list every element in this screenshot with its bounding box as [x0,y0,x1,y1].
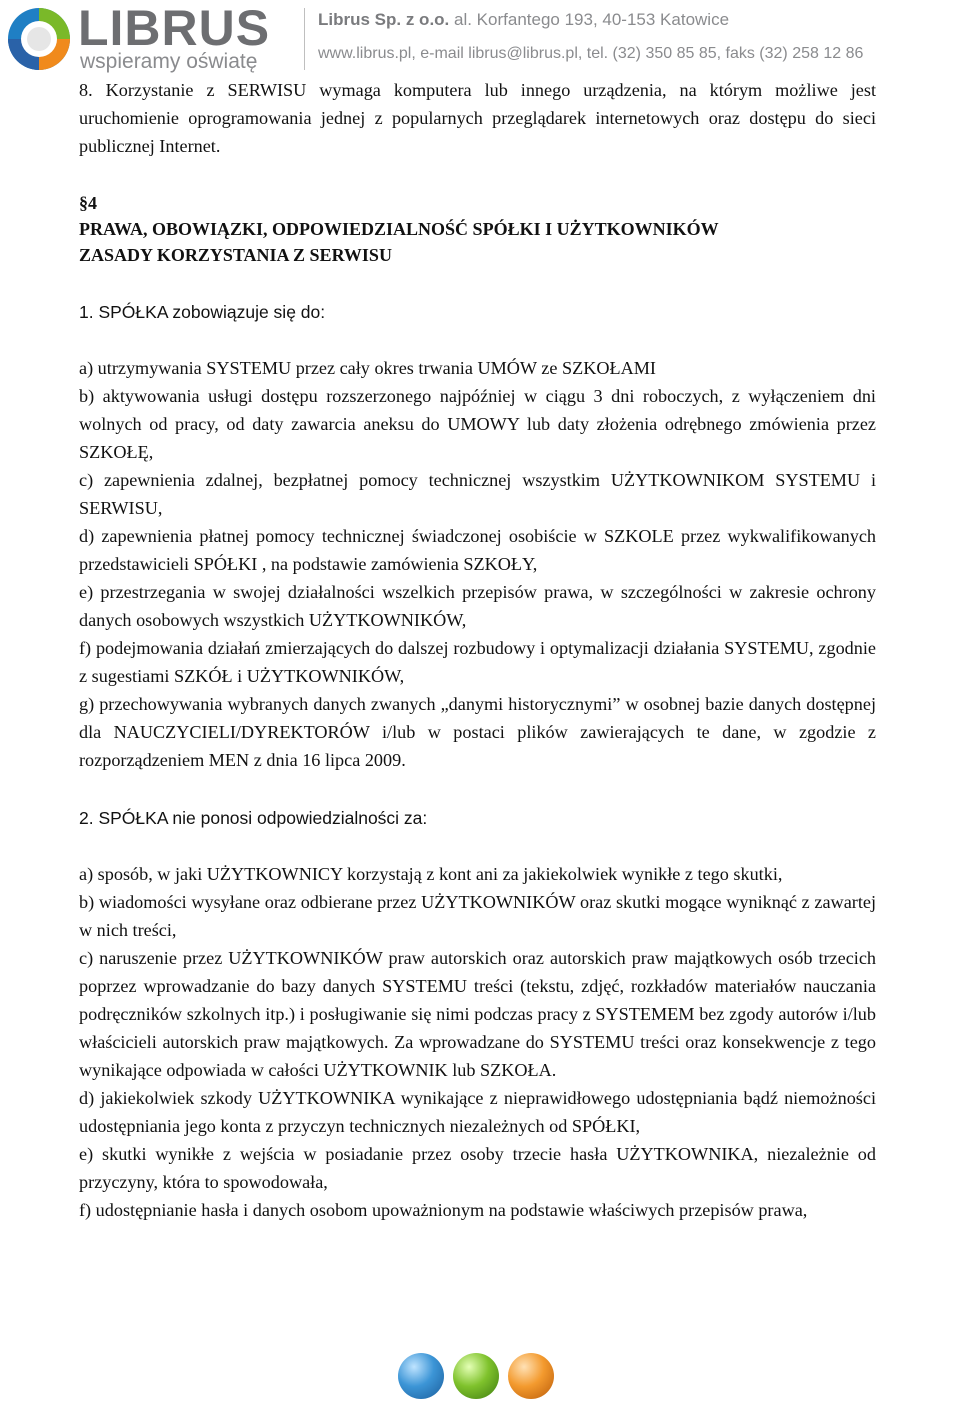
header-divider [304,8,305,70]
logo-text: LIBRUS [78,0,271,56]
point1-list [79,354,876,774]
list-item: a) sposób, w jaki UŻYTKOWNICY korzystają z kont ani za jakiekolwiek wynikłe z tego skutki, [79,864,783,884]
list-item: a) utrzymywania SYSTEMU przez cały okres trwania UMÓW ze SZKOŁAMI [79,358,656,378]
company-line [318,10,729,30]
point2-list [79,860,876,1224]
list-item: c) naruszenie przez UŻYTKOWNIKÓW praw autorskich oraz autorskich praw majątkowych osób trzecich poprzez wprowadzanie do bazy danych SYSTEMU treści (tekstu, zdjęć, rozkładów materiałów nauczania podręczników szkolnych itp.) i posługiwanie się nimi podczas pracy z SYSTEMEM bez zgody autorów i/lub właścicieli autorskich praw majątkowych. Za wprowadzane do SYSTEMU treści oraz konsekwencje z tego wynikające odpowiada w całości UŻYTKOWNIK lub SZKOŁA. [79,948,876,1080]
section-title-line2: ZASADY KORZYSTANIA Z SERWISU [79,245,392,265]
list-item: b) aktywowania usługi dostępu rozszerzonego najpóźniej w ciągu 3 dni roboczych, z wyłączeniem dni wolnych od pracy, od daty zawarcia aneksu do UMOWY lub daty złożenia odrębnego zmówienia przez SZKOŁĘ, [79,386,876,462]
orange-ball-icon [508,1353,554,1399]
intro-text: 8. Korzystanie z SERWISU wymaga komputera lub innego urządzenia, na którym możliwe jest uruchomienie oprogramowania jednej z popularnych przeglądarek internetowych oraz dostępu do sieci publicznej Internet. [79,80,876,156]
point1-heading: 1. SPÓŁKA zobowiązuje się do: [79,302,326,322]
company-name: Librus Sp. z o.o. [318,10,450,29]
point2-heading: 2. SPÓŁKA nie ponosi odpowiedzialności za: [79,808,428,828]
blue-ball-icon [398,1353,444,1399]
green-ball-icon [453,1353,499,1399]
list-item: d) jakiekolwiek szkody UŻYTKOWNIKA wynikające z nieprawidłowego udostępniania bądź niemożności udostępniania jego konta z przyczyn technicznych niezależnych od SPÓŁKI, [79,1088,876,1136]
letterhead [0,0,960,78]
company-address: al. Korfantego 193, 40-153 Katowice [449,10,730,29]
list-item: e) skutki wynikłe z wejścia w posiadanie przez osoby trzecie hasła UŻYTKOWNIKA, niezależnie od przyczyny, która to spowodowała, [79,1144,876,1192]
section-heading [79,190,876,268]
document-body [79,76,876,1224]
section-number: §4 [79,193,97,213]
librus-logo-icon [6,6,72,72]
list-item: g) przechowywania wybranych danych zwanych „danymi historycznymi” w osobnej bazie danych dostępnej dla NAUCZYCIELI/DYREKTORÓW i/lub w postaci plików zawierających te dane, w zgodzie z rozporządzeniem MEN z dnia 16 lipca 2009. [79,694,876,770]
section-title-line1: PRAWA, OBOWIĄZKI, ODPOWIEDZIALNOŚĆ SPÓŁKI I UŻYTKOWNIKÓW [79,219,719,239]
contact-line: www.librus.pl, e-mail librus@librus.pl, tel. (32) 350 85 85, faks (32) 258 12 86 [318,45,864,62]
list-item: f) podejmowania działań zmierzających do dalszej rozbudowy i optymalizacji działania SYSTEMU, zgodnie z sugestiami SZKÓŁ i UŻYTKOWNIKÓW, [79,638,876,686]
list-item: f) udostępnianie hasła i danych osobom upoważnionym na podstawie właściwych przepisów prawa, [79,1200,808,1220]
footer-decoration [398,1353,558,1401]
list-item: e) przestrzegania w swojej działalności wszelkich przepisów prawa, w szczególności w zakresie ochrony danych osobowych wszystkich UŻYTKOWNIKÓW, [79,582,876,630]
logo-tagline: wspieramy oświatę [80,50,258,73]
intro-paragraph [79,76,876,160]
list-item: c) zapewnienia zdalnej, bezpłatnej pomocy technicznej wszystkim UŻYTKOWNIKOM SYSTEMU i SERWISU, [79,470,876,518]
list-item: d) zapewnienia płatnej pomocy technicznej świadczonej osobiście w SZKOLE przez wykwalifikowanych przedstawicieli SPÓŁKI , na podstawie zamówienia SZKOŁY, [79,526,876,574]
list-item: b) wiadomości wysyłane oraz odbierane przez UŻYTKOWNIKÓW oraz skutki mogące wyniknąć z zawartej w nich treści, [79,892,876,940]
